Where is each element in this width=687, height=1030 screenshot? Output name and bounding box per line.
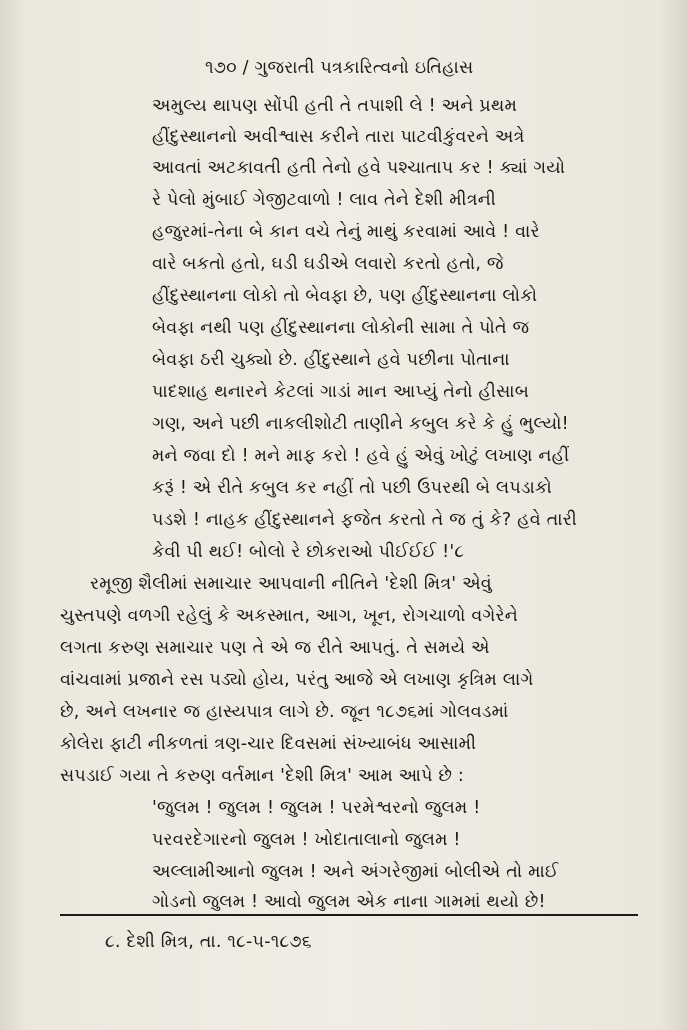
footnote-divider — [60, 914, 638, 916]
paragraph-line: ચુસ્તપણે વળગી રહેલું કે અકસ્માત, આગ, ખૂન, રોગચાળો વગેરેને — [60, 606, 518, 626]
quote-line: આવતાં અટકાવતી હતી તેનો હવે પશ્ચાતાપ કર ! ક્યાં ગયો — [152, 158, 566, 178]
quote-line: હીંદુસ્થાનનો અવીશ્વાસ કરીને તારા પાટવીકુંવરને અત્રે — [152, 127, 525, 147]
quote-line: પડશે ! નાહક હીંદુસ્થાનને ફજેત કરતો તે જ તું કે? હવે તારી — [152, 510, 577, 530]
quote-line: પરવરદેગારનો જુલમ ! ખોદાતાલાનો જુલમ ! — [152, 830, 461, 850]
quote-line: હજુરમાં-તેના બે કાન વચે તેનું માથું કરવામાં આવે ! વારે — [152, 222, 540, 242]
quote-line: કેવી પી થઈ! બોલો રે છોકરાઓ પીઈઈઈ !'૮ — [152, 542, 465, 562]
page-header: ૧૭૦ / ગુજરાતી પત્રકારિત્વનો ઇતિહાસ — [205, 58, 474, 78]
paragraph-line: છે, અને લખનાર જ હાસ્યપાત્ર લાગે છે. જૂન ૧૮૭૬માં ગોલવડમાં — [60, 702, 509, 722]
quote-line: અમુલ્ય થાપણ સોંપી હતી તે તપાશી લે ! અને પ્રથમ — [152, 96, 518, 116]
quote-line: ગોડનો જુલમ ! આવો જુલમ એક નાના ગામમાં થયો છે! — [152, 892, 546, 912]
quote-line: બેવફા ઠરી ચુક્યો છે. હીંદુસ્થાને હવે પછીના પોતાના — [152, 350, 510, 370]
paragraph-line: કોલેરા ફાટી નીકળતાં ત્રણ-ચાર દિવસમાં સંખ્યાબંધ આસામી — [60, 734, 477, 754]
quote-line: પાદશાહ થનારને કેટલાં ગાડાં માન આપ્યું તેનો હીસાબ — [152, 382, 529, 402]
quote-line: કરૂં ! એ રીતે કબુલ કર નહીં તો પછી ઉપરથી બે લપડાકો — [152, 478, 552, 498]
quote-line: વારે બકતો હતો, ઘડી ઘડીએ લવારો કરતો હતો, જે — [152, 254, 504, 274]
quote-line: રે પેલો મુંબાઈ ગેજીટવાળો ! લાવ તેને દેશી મીત્રની — [152, 190, 496, 210]
paragraph-line: લગતા કરુણ સમાચાર પણ તે એ જ રીતે આપતું. તે સમયે એ — [60, 638, 490, 658]
quote-line: બેવફા નથી પણ હીંદુસ્થાનના લોકોની સામા તે પોતે જ — [152, 318, 530, 338]
quote-line: હીંદુસ્થાનના લોકો તો બેવફા છે, પણ હીંદુસ્થાનના લોકો — [152, 286, 538, 306]
paragraph-line: સપડાઈ ગયા તે કરુણ વર્તમાન 'દેશી મિત્ર' આમ આપે છે : — [60, 766, 465, 786]
paragraph-line: રમૂજી શૈલીમાં સમાચાર આપવાની નીતિને 'દેશી મિત્ર' એવું — [90, 574, 492, 594]
quote-line: મને જવા દો ! મને માફ કરો ! હવે હું એવું ખોટું લખાણ નહીં — [152, 446, 570, 466]
footnote: ૮. દેશી મિત્ર, તા. ૧૮-૫-૧૮૭૬ — [105, 932, 312, 952]
quote-line: અલ્લામીઆનો જુલમ ! અને અંગરેજીમાં બોલીએ તો માઈ — [152, 862, 559, 882]
paragraph-line: વાંચવામાં પ્રજાને રસ પડ્યો હોય, પરંતુ આજે એ લખાણ કૃત્રિમ લાગે — [60, 670, 534, 690]
quote-line: 'જુલમ ! જુલમ ! જુલમ ! પરમેશ્વરનો જુલમ ! — [152, 798, 481, 818]
quote-line: ગણ, અને પછી નાકલીશોટી તાણીને કબુલ કરે કે હું ભુલ્યો! — [152, 414, 569, 434]
